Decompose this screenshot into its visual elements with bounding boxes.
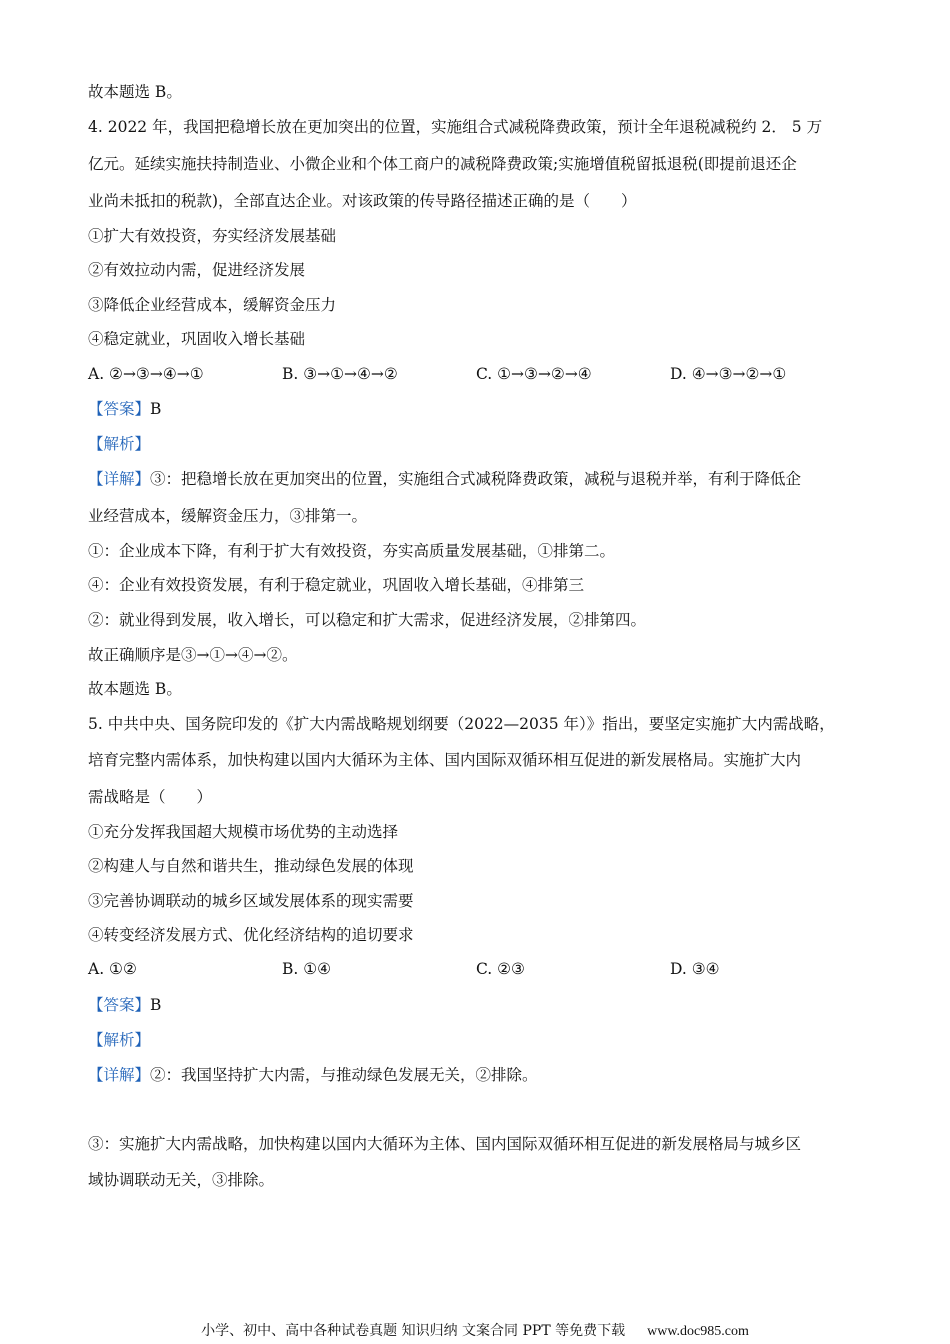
text-line: ①：企业成本下降，有利于扩大有效投资，夯实高质量发展基础，①排第二。: [88, 542, 616, 560]
text-line: 故正确顺序是③→①→④→②。: [88, 646, 298, 664]
detail-line: [88, 1064, 868, 1086]
question-4-stem: 4. 2022 年，我国把稳增长放在更加突出的位置，实施组合式减税降费政策，预计全年退税减税约 2． 5 万: [88, 118, 823, 136]
text-line: ③：实施扩大内需战略，加快构建以国内大循环为主体、国内国际双循环相互促进的新发展格局与城乡区: [88, 1135, 802, 1153]
statement-3: ③降低企业经营成本，缓解资金压力: [88, 296, 337, 314]
option-b: B. ③→①→④→②: [282, 365, 398, 383]
text-line: 业经营成本，缓解资金压力，③排第一。: [88, 507, 368, 525]
statement-2: ②有效拉动内需，促进经济发展: [88, 261, 306, 279]
analysis-line: [88, 433, 868, 455]
text-line: 需战略是（ ）: [88, 788, 213, 806]
answer-value: B: [150, 996, 162, 1014]
page-footer: [0, 1321, 950, 1342]
option-c: C. ①→③→②→④: [476, 365, 592, 383]
footer-site-link[interactable]: www.doc985.com: [647, 1324, 749, 1339]
option-d: D. ③④: [670, 960, 720, 978]
analysis-line: [88, 1029, 868, 1051]
option-a: A. ①②: [88, 960, 137, 978]
option-b: B. ①④: [282, 960, 332, 978]
option-d: D. ④→③→②→①: [670, 365, 787, 383]
footer-text: 小学、初中、高中各种试卷真题 知识归纳 文案合同 PPT 等免费下载: [201, 1323, 626, 1339]
text-line: 故本题选 B。: [88, 680, 182, 698]
statement-2: ②构建人与自然和谐共生，推动绿色发展的体现: [88, 857, 414, 875]
detail-line: [88, 468, 868, 490]
option-a: A. ②→③→④→①: [88, 365, 204, 383]
answer-tag: 【答案】: [88, 996, 151, 1014]
statement-3: ③完善协调联动的城乡区域发展体系的现实需要: [88, 892, 414, 910]
answer-line: [88, 398, 868, 420]
statement-1: ①充分发挥我国超大规模市场优势的主动选择: [88, 823, 399, 841]
question-5-options: [88, 958, 868, 980]
text-line: ②：就业得到发展，收入增长，可以稳定和扩大需求，促进经济发展，②排第四。: [88, 611, 647, 629]
answer-value: B: [150, 400, 162, 418]
statement-4: ④稳定就业，巩固收入增长基础: [88, 330, 306, 348]
detail-tag: 【详解】: [88, 470, 151, 488]
text-line: 亿元。延续实施扶持制造业、小微企业和个体工商户的减税降费政策;实施增值税留抵退税(即提前退还企: [88, 155, 797, 173]
text-line: 业尚未抵扣的税款)，全部直达企业。对该政策的传导路径描述正确的是（ ）: [88, 192, 637, 210]
statement-4: ④转变经济发展方式、优化经济结构的追切要求: [88, 926, 414, 944]
question-4-options: [88, 363, 868, 385]
answer-tag: 【答案】: [88, 400, 151, 418]
detail-text: ③：把稳增长放在更加突出的位置，实施组合式减税降费政策，减税与退税并举，有利于降低企: [150, 470, 802, 488]
text-line: ④：企业有效投资发展，有利于稳定就业，巩固收入增长基础，④排第三: [88, 576, 585, 594]
text-line: 培育完整内需体系，加快构建以国内大循环为主体、国内国际双循环相互促进的新发展格局。实施扩大内: [88, 751, 802, 769]
text-line: 故本题选 B。: [88, 83, 182, 101]
answer-line: [88, 994, 868, 1016]
option-c: C. ②③: [476, 960, 525, 978]
detail-text: ②：我国坚持扩大内需，与推动绿色发展无关，②排除。: [150, 1066, 538, 1084]
detail-tag: 【详解】: [88, 1066, 151, 1084]
text-line: 域协调联动无关，③排除。: [88, 1171, 275, 1189]
question-5-stem: 5. 中共中央、国务院印发的《扩大内需战略规划纲要（2022—2035 年）》指出，要坚定实施扩大内需战略，: [88, 715, 835, 733]
statement-1: ①扩大有效投资，夯实经济发展基础: [88, 227, 337, 245]
analysis-tag: 【解析】: [88, 435, 151, 453]
analysis-tag: 【解析】: [88, 1031, 151, 1049]
